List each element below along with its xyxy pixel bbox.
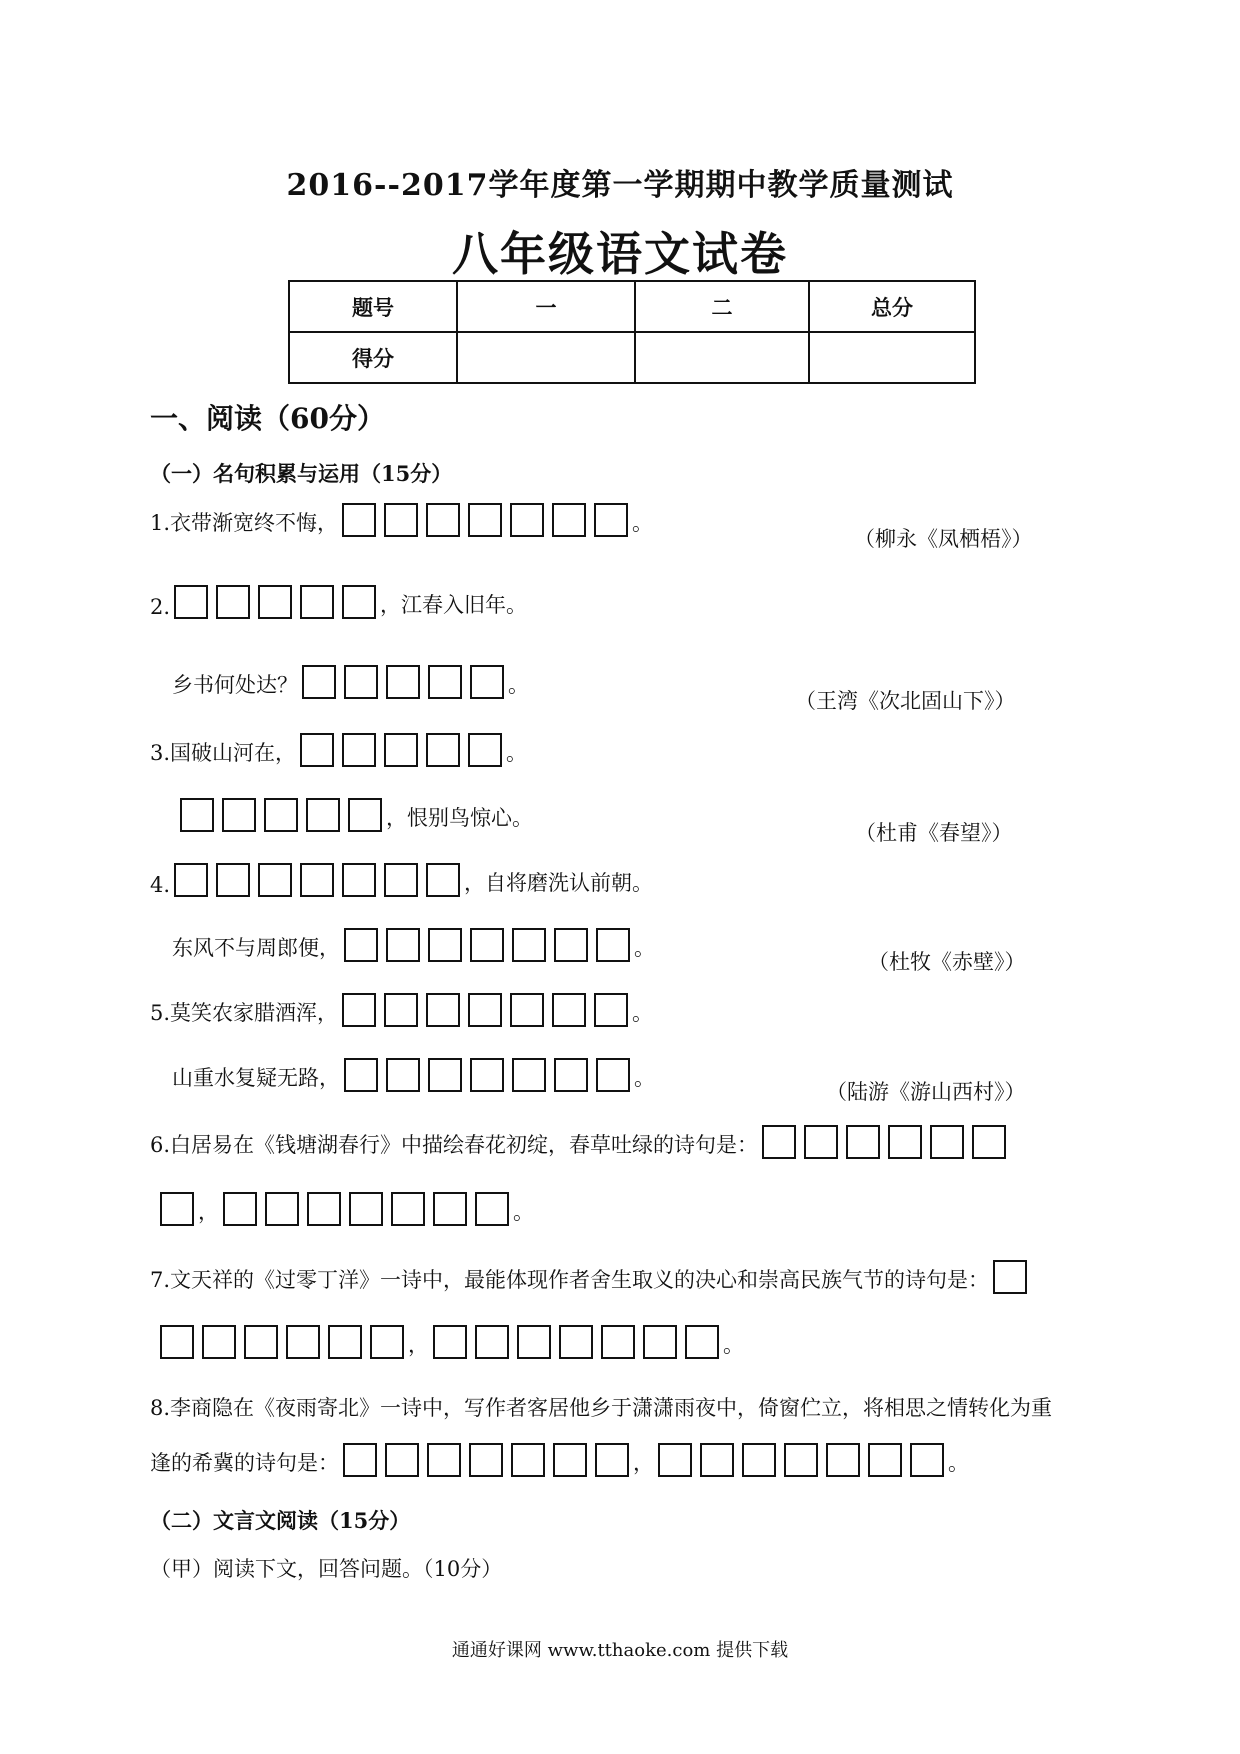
answer-boxes[interactable] [433, 1325, 719, 1359]
answer-box[interactable] [216, 863, 250, 897]
question-3 [150, 733, 527, 767]
answer-boxes[interactable] [343, 1443, 629, 1477]
answer-box[interactable] [343, 1443, 377, 1477]
question-text: 6.白居易在《钱塘湖春行》中描绘春花初绽，春草吐绿的诗句是： [150, 1133, 759, 1157]
question-3-line2 [176, 798, 533, 832]
answer-box[interactable] [826, 1443, 860, 1477]
answer-box[interactable] [384, 863, 418, 897]
score-cell[interactable] [635, 332, 809, 383]
answer-box[interactable] [426, 733, 460, 767]
part-title: （一）名句积累与运用（15分） [150, 461, 453, 486]
table-header-cell: 二 [635, 281, 809, 332]
score-table [288, 280, 976, 384]
table-header-cell: 一 [457, 281, 635, 332]
answer-box[interactable] [468, 993, 502, 1027]
answer-box[interactable] [258, 863, 292, 897]
answer-box[interactable] [342, 863, 376, 897]
answer-box[interactable] [846, 1125, 880, 1159]
question-number: 4. [150, 873, 171, 897]
exam-title: 八年级语文试卷 [452, 227, 788, 281]
question-7 [150, 1260, 1031, 1294]
poem-source: （杜甫《春望》） [855, 821, 1013, 845]
answer-box[interactable] [643, 1325, 677, 1359]
answer-box[interactable] [174, 863, 208, 897]
answer-box[interactable] [222, 798, 256, 832]
answer-box[interactable] [180, 798, 214, 832]
question-7-line2 [156, 1325, 744, 1359]
answer-box[interactable] [700, 1443, 734, 1477]
punct: ， [408, 1333, 429, 1357]
answer-box[interactable] [468, 503, 502, 537]
punct: 。 [632, 1001, 654, 1025]
question-text: ，恨别鸟惊心。 [386, 806, 533, 830]
answer-box[interactable] [804, 1125, 838, 1159]
punct: 。 [948, 1451, 969, 1475]
poem-source: （王湾《次北固山下》） [795, 689, 1016, 713]
answer-box[interactable] [553, 1443, 587, 1477]
answer-box[interactable] [216, 585, 250, 619]
question-6 [150, 1125, 1010, 1159]
answer-box[interactable] [342, 503, 376, 537]
answer-box[interactable] [470, 1058, 504, 1092]
answer-box[interactable] [384, 503, 418, 537]
answer-box[interactable] [370, 1325, 404, 1359]
question-text: ，江春入旧年。 [380, 593, 528, 617]
question-4 [150, 863, 653, 897]
answer-box[interactable] [469, 1443, 503, 1477]
answer-boxes[interactable] [180, 798, 382, 832]
answer-box[interactable] [993, 1260, 1027, 1294]
question-text: 7.文天祥的《过零丁洋》一诗中，最能体现作者舍生取义的决心和崇高民族气节的诗句是： [150, 1268, 990, 1292]
answer-box[interactable] [510, 503, 544, 537]
answer-box[interactable] [302, 665, 336, 699]
punct: 。 [508, 673, 529, 697]
answer-box[interactable] [307, 1192, 341, 1226]
answer-boxes[interactable] [160, 1325, 404, 1359]
answer-box[interactable] [512, 1058, 546, 1092]
answer-boxes[interactable] [342, 503, 628, 537]
poem-source: （柳永《凤栖梧》） [854, 527, 1033, 551]
punct: 。 [723, 1333, 744, 1357]
poem-source: （陆游《游山西村》） [826, 1080, 1026, 1104]
answer-box[interactable] [342, 993, 376, 1027]
answer-box[interactable] [300, 863, 334, 897]
answer-box[interactable] [910, 1443, 944, 1477]
answer-box[interactable] [596, 1058, 630, 1092]
question-text: 8.李商隐在《夜雨寄北》一诗中，写作者客居他乡于潇潇雨夜中，倚窗伫立，将相思之情转化为重 [150, 1396, 1053, 1420]
question-2-line2 [172, 665, 529, 699]
answer-box[interactable] [552, 503, 586, 537]
answer-box[interactable] [685, 1325, 719, 1359]
answer-box[interactable] [427, 1443, 461, 1477]
answer-box[interactable] [300, 585, 334, 619]
answer-box[interactable] [470, 665, 504, 699]
punct: ， [633, 1451, 654, 1475]
answer-boxes[interactable] [344, 928, 630, 962]
answer-box[interactable] [386, 1058, 420, 1092]
answer-box[interactable] [554, 928, 588, 962]
answer-box[interactable] [742, 1443, 776, 1477]
question-number: 2. [150, 595, 171, 619]
question-8-line2 [150, 1443, 969, 1477]
answer-box[interactable] [595, 1443, 629, 1477]
answer-boxes[interactable] [300, 733, 502, 767]
question-2 [150, 585, 527, 619]
answer-box[interactable] [160, 1192, 194, 1226]
answer-box[interactable] [428, 1058, 462, 1092]
answer-box[interactable] [433, 1192, 467, 1226]
question-8 [150, 1392, 1052, 1422]
answer-box[interactable] [512, 928, 546, 962]
question-text: 山重水复疑无路， [172, 1066, 340, 1090]
answer-box[interactable] [426, 863, 460, 897]
answer-boxes[interactable] [160, 1192, 194, 1226]
answer-box[interactable] [348, 798, 382, 832]
answer-box[interactable] [930, 1125, 964, 1159]
punct: 。 [634, 1066, 655, 1090]
answer-box[interactable] [342, 585, 376, 619]
table-header-cell: 题号 [289, 281, 457, 332]
answer-boxes[interactable] [302, 665, 504, 699]
answer-box[interactable] [223, 1192, 257, 1226]
answer-box[interactable] [328, 1325, 362, 1359]
poem-source: （杜牧《赤壁》） [868, 950, 1026, 974]
answer-box[interactable] [344, 928, 378, 962]
answer-box[interactable] [552, 993, 586, 1027]
answer-box[interactable] [475, 1325, 509, 1359]
answer-boxes[interactable] [762, 1125, 1006, 1159]
answer-box[interactable] [510, 993, 544, 1027]
question-1 [150, 503, 653, 537]
punct: ， [198, 1200, 219, 1224]
answer-boxes[interactable] [223, 1192, 509, 1226]
punct: 。 [513, 1200, 534, 1224]
score-cell[interactable] [457, 332, 635, 383]
answer-box[interactable] [511, 1443, 545, 1477]
answer-box[interactable] [306, 798, 340, 832]
answer-box[interactable] [384, 993, 418, 1027]
answer-box[interactable] [594, 993, 628, 1027]
footer-text: 通通好课网 www.tthaoke.com 提供下载 [451, 1640, 789, 1661]
question-4-line2 [172, 928, 655, 962]
answer-box[interactable] [468, 733, 502, 767]
answer-box[interactable] [784, 1443, 818, 1477]
answer-box[interactable] [762, 1125, 796, 1159]
answer-box[interactable] [433, 1325, 467, 1359]
answer-box[interactable] [596, 928, 630, 962]
answer-box[interactable] [658, 1443, 692, 1477]
answer-box[interactable] [426, 993, 460, 1027]
answer-box[interactable] [258, 585, 292, 619]
answer-boxes[interactable] [993, 1260, 1027, 1294]
part-title: （二）文言文阅读（15分） [150, 1508, 411, 1533]
answer-box[interactable] [517, 1325, 551, 1359]
score-row-label: 得分 [289, 332, 457, 383]
answer-box[interactable] [559, 1325, 593, 1359]
answer-box[interactable] [344, 1058, 378, 1092]
answer-box[interactable] [386, 928, 420, 962]
answer-box[interactable] [174, 585, 208, 619]
question-text: 乡书何处达？ [172, 673, 298, 697]
question-text: 1.衣带渐宽终不悔， [150, 511, 339, 535]
answer-box[interactable] [344, 665, 378, 699]
question-5-line2 [172, 1058, 655, 1092]
punct: 。 [634, 936, 655, 960]
answer-box[interactable] [594, 503, 628, 537]
answer-box[interactable] [342, 733, 376, 767]
answer-box[interactable] [286, 1325, 320, 1359]
answer-box[interactable] [264, 798, 298, 832]
question-text: 逢的希冀的诗句是： [150, 1451, 339, 1475]
question-text: 3.国破山河在， [150, 741, 297, 765]
question-6-line2 [156, 1192, 534, 1226]
answer-box[interactable] [428, 665, 462, 699]
answer-box[interactable] [386, 665, 420, 699]
answer-box[interactable] [554, 1058, 588, 1092]
answer-box[interactable] [888, 1125, 922, 1159]
answer-box[interactable] [160, 1325, 194, 1359]
punct: 。 [506, 741, 528, 765]
answer-box[interactable] [265, 1192, 299, 1226]
answer-box[interactable] [428, 928, 462, 962]
answer-box[interactable] [300, 733, 334, 767]
answer-box[interactable] [475, 1192, 509, 1226]
answer-box[interactable] [244, 1325, 278, 1359]
answer-boxes[interactable] [174, 863, 460, 897]
answer-box[interactable] [426, 503, 460, 537]
instruction-text: （甲）阅读下文，回答问题。（10分） [150, 1557, 503, 1581]
answer-box[interactable] [868, 1443, 902, 1477]
answer-boxes[interactable] [344, 1058, 630, 1092]
answer-box[interactable] [202, 1325, 236, 1359]
answer-boxes[interactable] [658, 1443, 944, 1477]
exam-subtitle: 2016--2017学年度第一学期期中教学质量测试 [286, 168, 954, 203]
answer-boxes[interactable] [342, 993, 628, 1027]
question-text: ，自将磨洗认前朝。 [464, 871, 654, 895]
answer-box[interactable] [384, 733, 418, 767]
answer-box[interactable] [470, 928, 504, 962]
question-text: 东风不与周郎便， [172, 936, 340, 960]
punct: 。 [632, 511, 654, 535]
score-cell[interactable] [809, 332, 975, 383]
answer-boxes[interactable] [174, 585, 376, 619]
question-5 [150, 993, 653, 1027]
answer-box[interactable] [601, 1325, 635, 1359]
answer-box[interactable] [349, 1192, 383, 1226]
table-header-cell: 总分 [809, 281, 975, 332]
question-text: 5.莫笑农家腊酒浑， [150, 1001, 339, 1025]
section-title: 一、阅读（60分） [150, 402, 385, 435]
answer-box[interactable] [385, 1443, 419, 1477]
answer-box[interactable] [391, 1192, 425, 1226]
answer-box[interactable] [972, 1125, 1006, 1159]
